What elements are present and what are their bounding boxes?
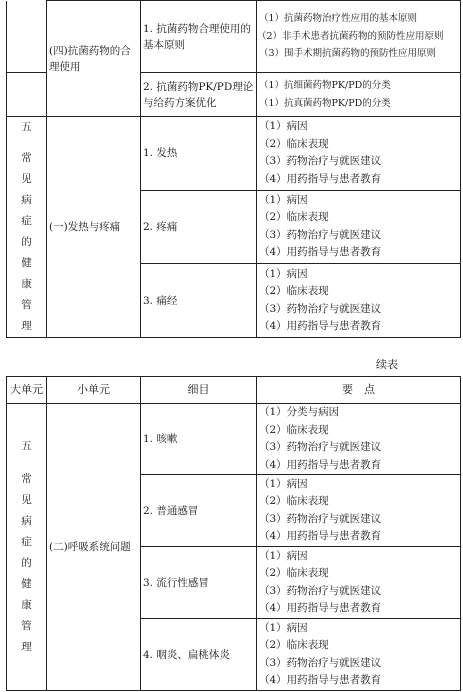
unit-char: 病 <box>21 194 32 206</box>
continued-label: 续表 <box>376 358 398 371</box>
point-text: （2）临床表现 <box>259 211 329 224</box>
unit-cell-empty <box>7 1 47 73</box>
point-text: （4）用药指导与患者教育 <box>259 458 382 471</box>
header-item: 细目 <box>141 377 257 404</box>
syllabus-table-bottom <box>6 376 461 691</box>
points-cell <box>257 619 461 691</box>
unit-cell-empty <box>7 73 47 117</box>
point-text: （1）抗菌药物治疗性应用的基本原则 <box>259 13 418 25</box>
point-text: （2）临床表现 <box>259 285 329 298</box>
item-name-cell: 2. 抗菌药物PK/PD理论与给药方案优化 <box>141 73 257 117</box>
point-text: （4）用药指导与患者教育 <box>259 172 382 185</box>
point-text: （3）药物治疗与就医建议 <box>259 656 382 669</box>
header-points: 要 点 <box>257 377 461 404</box>
header-major-unit: 大单元 <box>7 377 47 404</box>
points-cell <box>257 117 461 191</box>
points-cell <box>257 190 461 264</box>
syllabus-table-top <box>6 0 461 338</box>
sub-unit-cell: (二)呼吸系统问题 <box>47 404 141 691</box>
unit-char: 理 <box>21 320 32 332</box>
point-text: （2）临床表现 <box>259 137 329 150</box>
item-name-cell: 2. 疼痛 <box>141 190 257 264</box>
point-text: （1）病因 <box>259 193 308 206</box>
unit-char: 常 <box>21 152 32 164</box>
point-text: （1）病因 <box>259 120 308 133</box>
point-text: （3）药物治疗与就医建议 <box>259 228 382 241</box>
points-cell <box>257 547 461 619</box>
item-name-cell: 1. 咳嗽 <box>141 404 257 475</box>
unit-char: 症 <box>21 536 32 548</box>
unit-char: 症 <box>21 215 32 227</box>
points-cell <box>257 475 461 547</box>
item-name-cell: 3. 痛经 <box>141 264 257 338</box>
point-text: （3）药物治疗与就医建议 <box>259 512 382 525</box>
unit-char: 常 <box>21 473 32 485</box>
unit-char: 五 <box>21 440 32 452</box>
point-text: （2）临床表现 <box>259 423 329 436</box>
major-unit-cell <box>7 404 47 691</box>
point-text: （2）非手术患者抗菌药物的预防性应用原则 <box>257 30 444 42</box>
point-text: （4）用药指导与患者教育 <box>259 674 382 686</box>
item-name-cell: 2. 普通感冒 <box>141 475 257 547</box>
point-text: （1）病因 <box>259 621 308 634</box>
point-text: （3）药物治疗与就医建议 <box>259 155 382 168</box>
unit-char: 理 <box>21 641 32 653</box>
points-cell <box>257 404 461 475</box>
points-cell <box>257 1 461 73</box>
point-text: （4）用药指导与患者教育 <box>259 246 382 259</box>
item-name-cell: 3. 流行性感冒 <box>141 547 257 619</box>
sub-unit-cell: (一)发热与疼痛 <box>47 117 141 338</box>
points-cell <box>257 73 461 117</box>
point-text: （1）病因 <box>259 477 308 490</box>
item-name-cell: 1. 抗菌药物合理使用的 基本原则 <box>141 1 257 73</box>
point-text: （1）病因 <box>259 267 308 280</box>
unit-char: 管 <box>21 620 32 632</box>
point-text: （4）用药指导与患者教育 <box>259 602 382 614</box>
item-name-cell: 4. 咽炎、扁桃体炎 <box>141 619 257 691</box>
point-text: （3）药物治疗与就医建议 <box>259 584 382 597</box>
item-name-cell: 1. 发热 <box>141 117 257 191</box>
major-unit-cell <box>7 117 47 338</box>
point-text: （2）临床表现 <box>259 567 329 579</box>
unit-char: 见 <box>21 494 32 506</box>
points-cell <box>257 264 461 338</box>
point-text: （3）围手术期抗菌药物的预防性应用原则 <box>259 48 437 60</box>
unit-char: 健 <box>21 257 32 269</box>
unit-char: 的 <box>21 557 32 569</box>
unit-char: 的 <box>21 236 32 248</box>
unit-char: 见 <box>21 173 32 185</box>
point-text: （1）病因 <box>259 549 308 562</box>
point-text: （4）用药指导与患者教育 <box>259 530 382 542</box>
unit-char: 病 <box>21 515 32 527</box>
unit-char: 健 <box>21 578 32 590</box>
header-sub-unit: 小单元 <box>47 377 141 404</box>
point-text: （4）用药指导与患者教育 <box>259 320 382 333</box>
point-text: （2）临床表现 <box>259 639 329 651</box>
point-text: （1）分类与病因 <box>259 406 340 418</box>
sub-unit-cell: (四)抗菌药物的合理使用 <box>47 1 141 117</box>
point-text: （2）临床表现 <box>259 495 329 507</box>
unit-char: 康 <box>21 278 32 290</box>
point-text: （3）药物治疗与就医建议 <box>259 302 382 315</box>
point-text: （1）抗细菌药物PK/PD的分类 <box>259 80 391 91</box>
unit-char: 管 <box>21 299 32 311</box>
point-text: （1）抗真菌药物PK/PD的分类 <box>259 97 391 109</box>
unit-char: 五 <box>21 121 32 133</box>
unit-char: 康 <box>21 599 32 611</box>
point-text: （3）药物治疗与就医建议 <box>259 441 382 453</box>
